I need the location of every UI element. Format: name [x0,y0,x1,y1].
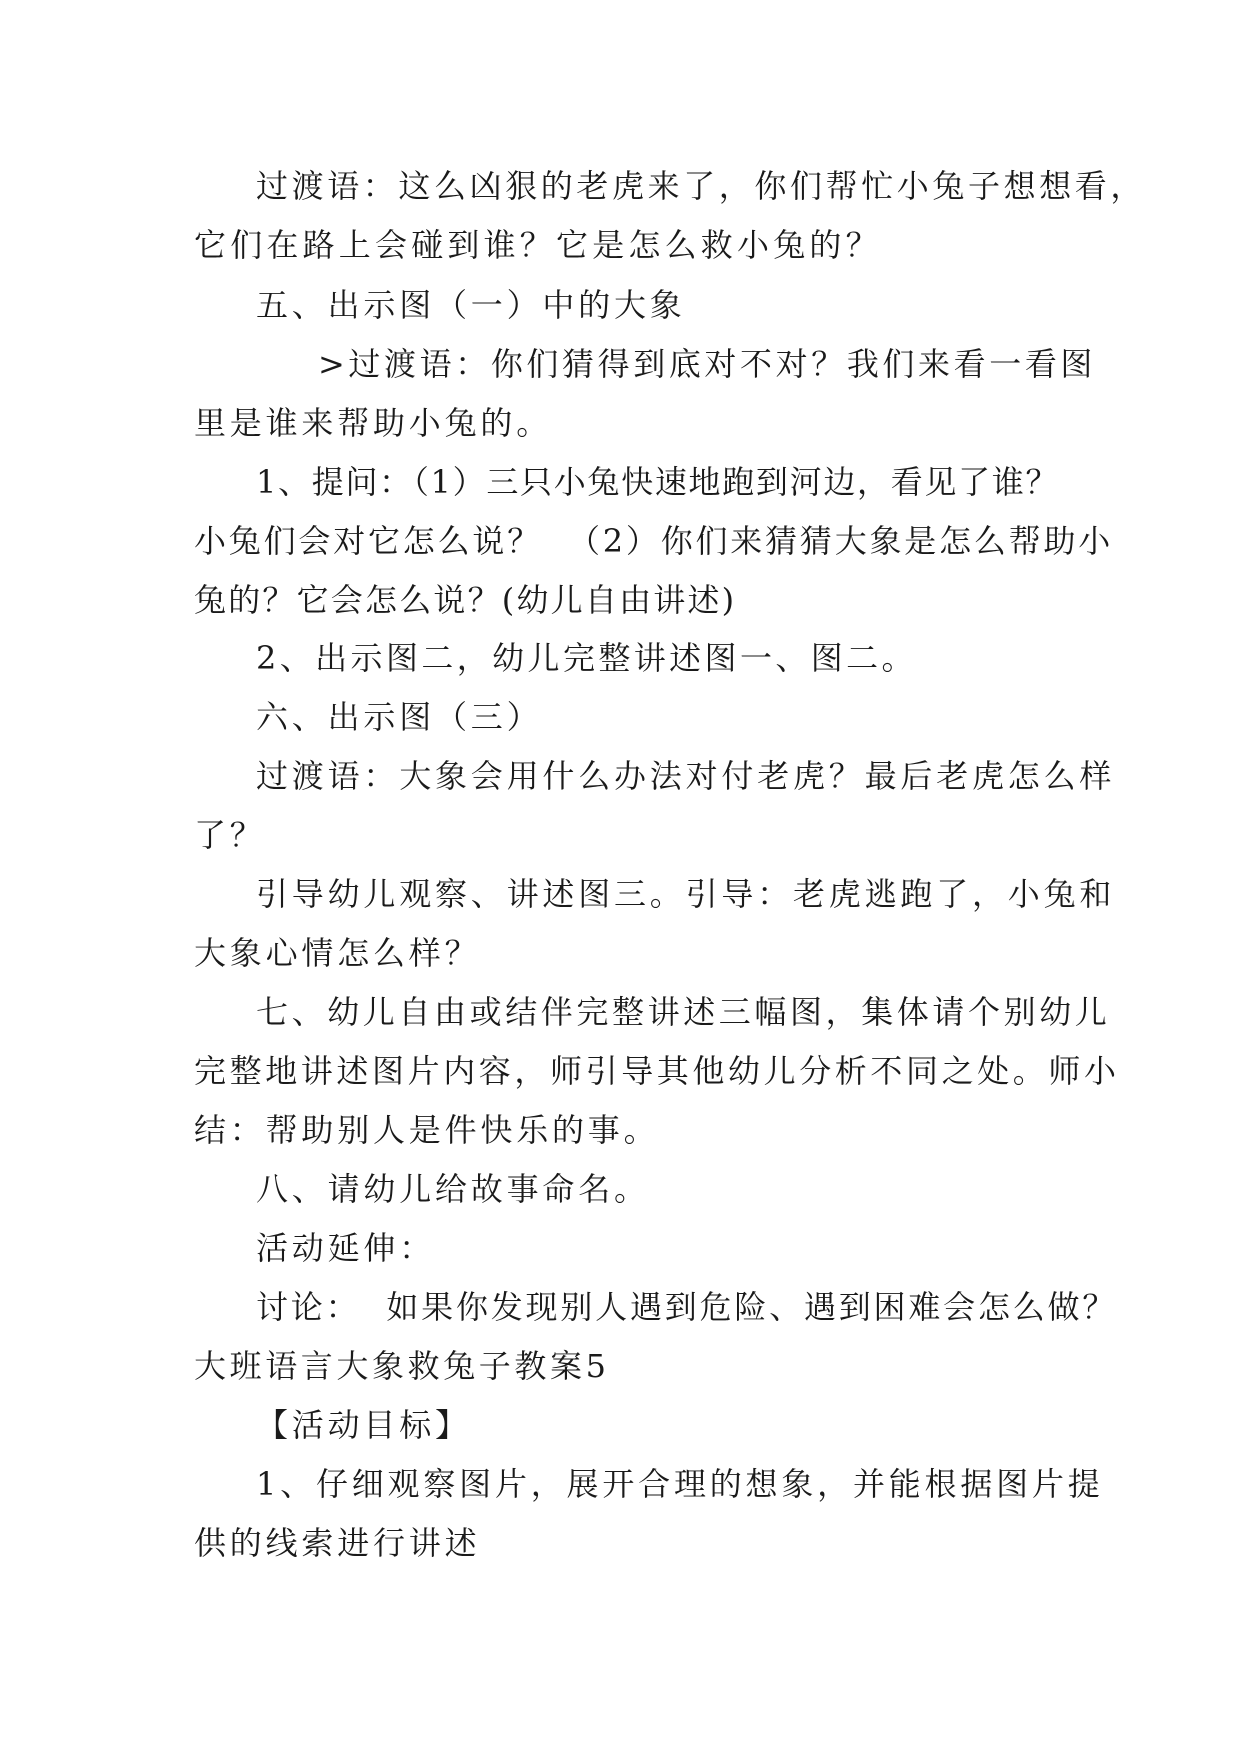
paragraph-line: 它们在路上会碰到谁？它是怎么救小兔的？ [194,226,882,264]
section-heading: 五、出示图（一）中的大象 [256,286,686,324]
paragraph-line: 完整地讲述图片内容，师引导其他幼儿分析不同之处。师小 [194,1052,1120,1090]
paragraph-line: 过渡语：这么凶狠的老虎来了，你们帮忙小兔子想想看， [256,167,1147,205]
paragraph-line: 里是谁来帮助小兔的。 [194,404,553,442]
paragraph-line: 1、仔细观察图片，展开合理的想象，并能根据图片提 [256,1465,1104,1503]
paragraph-line: 1、提问：（1）三只小兔快速地跑到河边，看见了谁？ [256,463,1060,501]
paragraph-line: 七、幼儿自由或结伴完整讲述三幅图，集体请个别幼儿 [256,993,1111,1031]
section-heading: 【活动目标】 [256,1406,471,1444]
paragraph-line: 了？ [194,816,266,854]
paragraph-line: >过渡语：你们猜得到底对不对？我们来看一看图 [318,345,1097,383]
section-heading: 八、请幼儿给故事命名。 [256,1170,650,1208]
section-heading: 六、出示图（三） [256,698,543,736]
paragraph-line: 讨论： 如果你发现别人遇到危险、遇到困难会怎么做？ [256,1288,1118,1326]
paragraph-line: 供的线索进行讲述 [194,1524,481,1562]
paragraph-line: 小兔们会对它怎么说？ （2）你们来猜猜大象是怎么帮助小 [194,522,1114,560]
paragraph-line: 结：帮助别人是件快乐的事。 [194,1111,660,1149]
paragraph-line: 过渡语：大象会用什么办法对付老虎？最后老虎怎么样 [256,757,1116,795]
paragraph-line: 2、出示图二，幼儿完整讲述图一、图二。 [256,639,917,677]
paragraph-line: 引导幼儿观察、讲述图三。引导：老虎逃跑了，小兔和 [256,875,1116,913]
paragraph-line: 兔的？它会怎么说？(幼儿自由讲述) [194,581,737,619]
section-heading: 活动延伸： [256,1229,436,1267]
document-title: 大班语言大象救兔子教案5 [194,1347,610,1385]
paragraph-line: 大象心情怎么样？ [194,934,481,972]
